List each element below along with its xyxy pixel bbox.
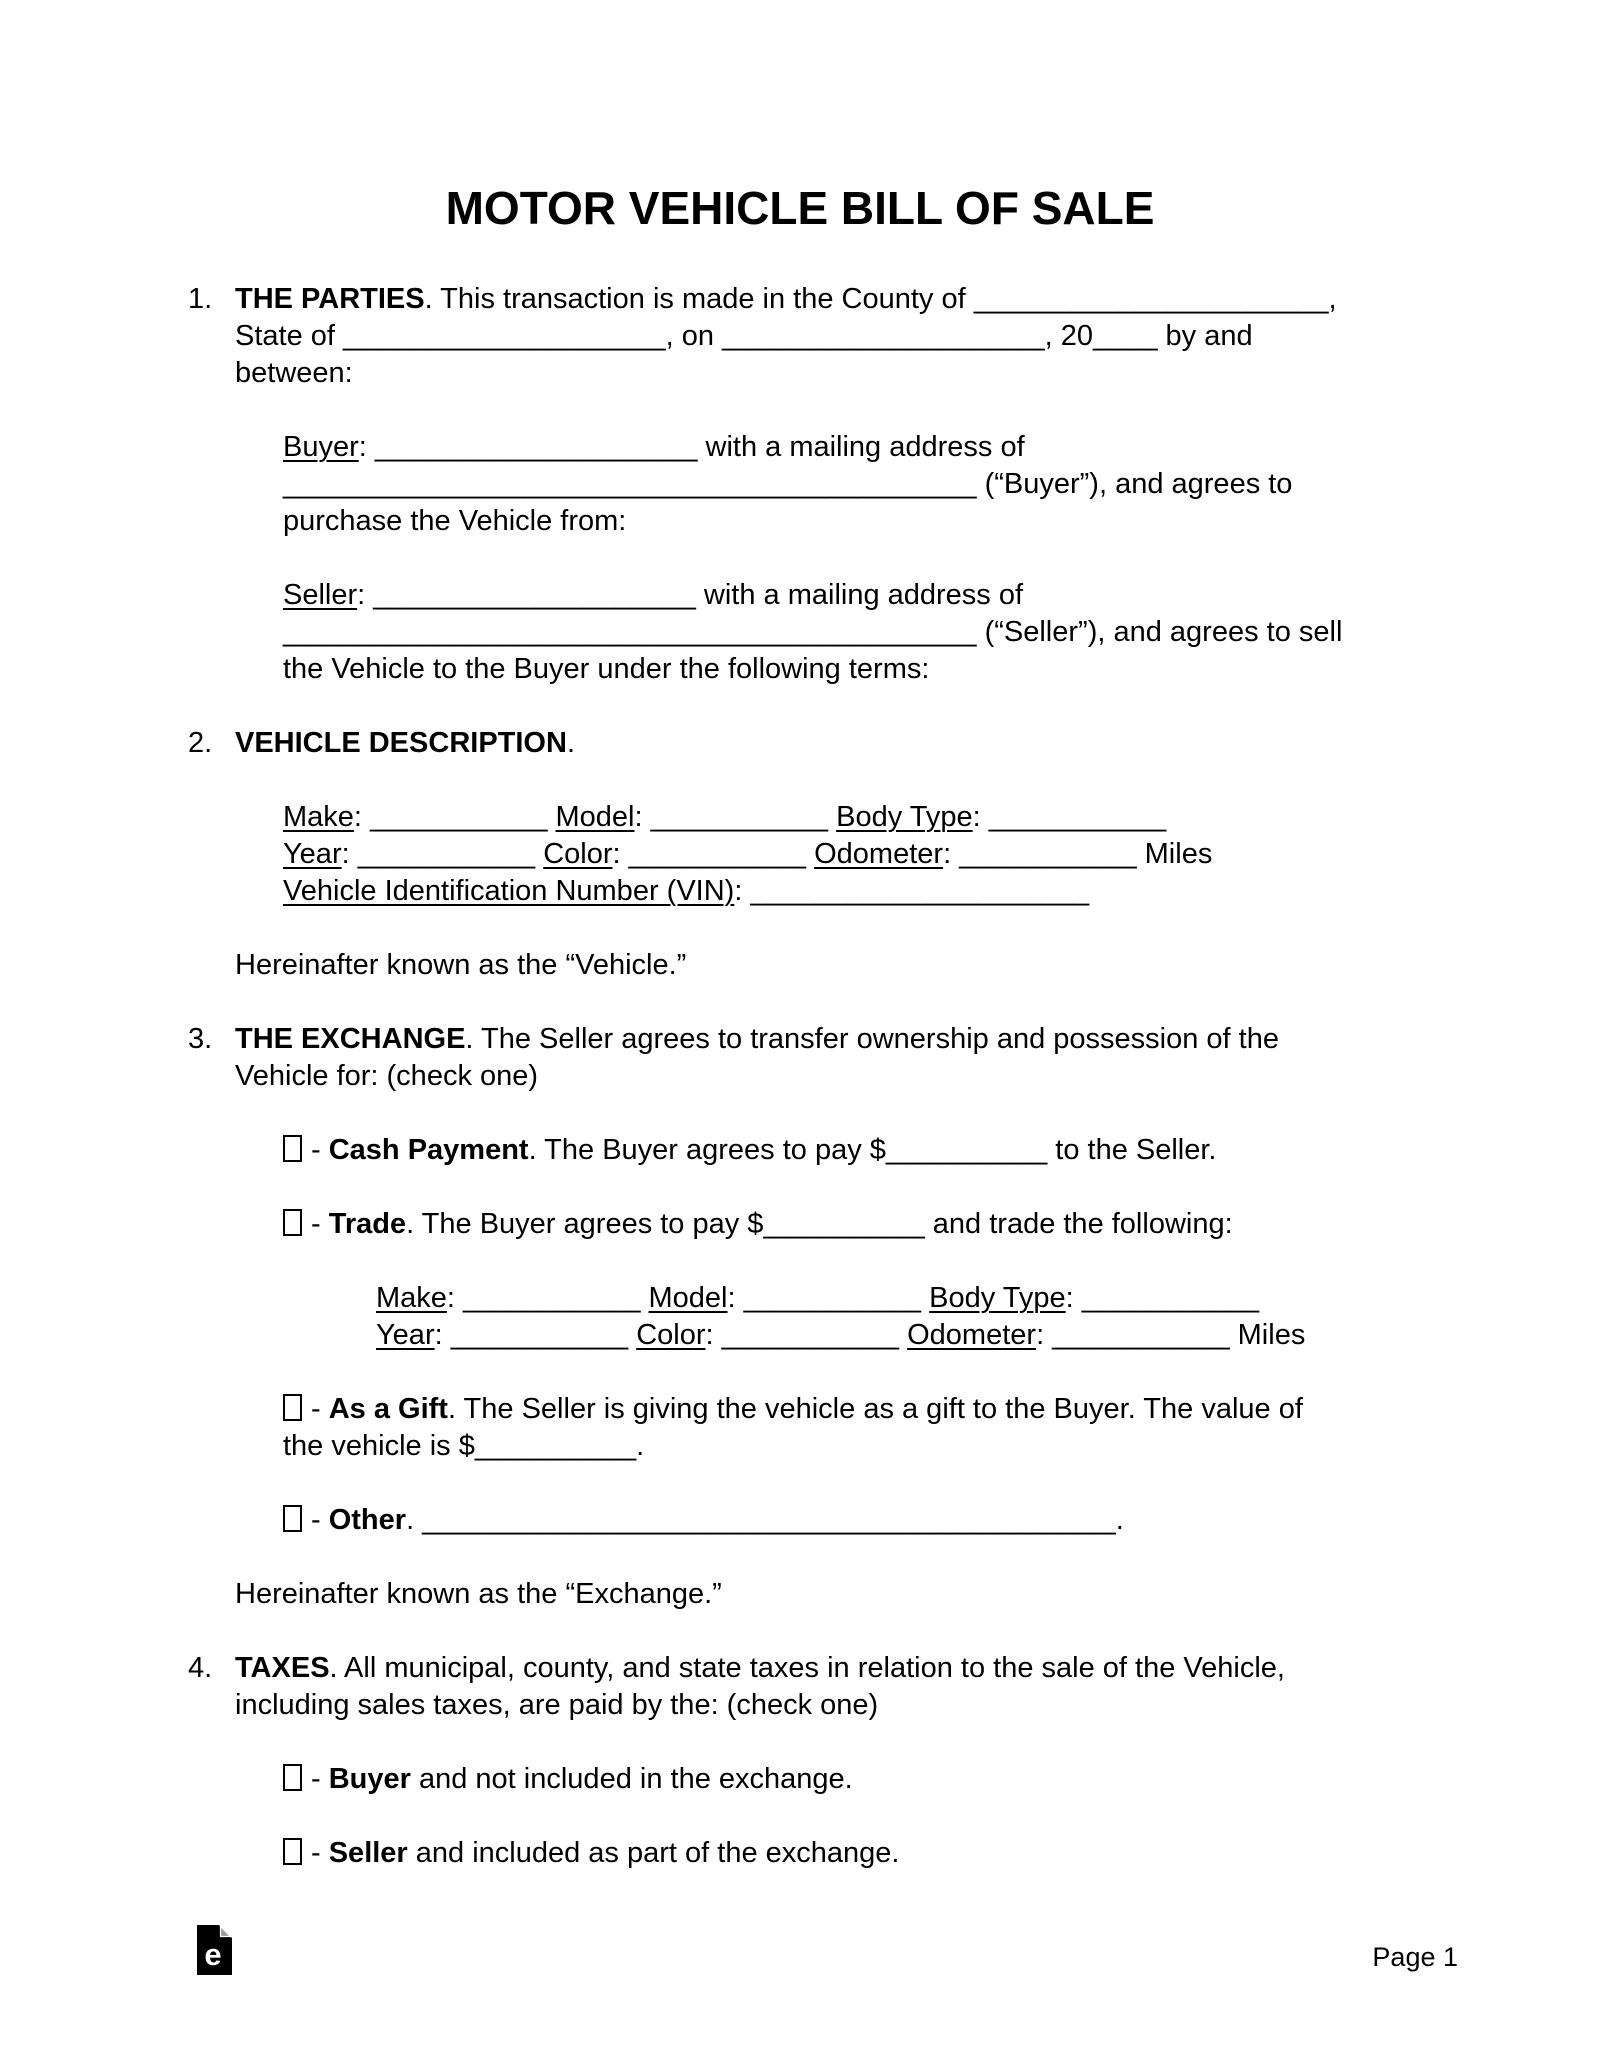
seller-line-1 <box>283 577 1412 614</box>
section-4-taxes <box>188 1650 1412 1724</box>
option-cash-payment <box>283 1132 1412 1169</box>
section-3-number: 3. <box>188 1023 213 1055</box>
trade-color-label: Color <box>636 1319 706 1351</box>
section-1-line-3 <box>235 355 1412 392</box>
option-gift-line-2 <box>283 1428 1412 1465</box>
exchange-note <box>188 1576 1412 1613</box>
field-color-label: Color <box>543 838 613 870</box>
buyer-line-1 <box>283 429 1412 466</box>
trade-body-type-blank: : ___________ <box>1065 1282 1260 1314</box>
trade-model-blank: : ___________ <box>727 1282 930 1314</box>
checkbox-cash-payment[interactable] <box>283 1135 302 1162</box>
field-vin-blank: : _____________________ <box>734 875 1090 907</box>
trade-vehicle-fields <box>376 1280 1412 1354</box>
exchange-note-text: Hereinafter known as the “Exchange.” <box>235 1578 722 1610</box>
field-vin-label: Vehicle Identification Number (VIN) <box>283 875 735 907</box>
section-1-line-2 <box>235 318 1412 355</box>
buyer-name-blank-text: : ____________________ with a mailing address of <box>358 431 1025 463</box>
taxes-seller-dash: - <box>311 1837 329 1869</box>
vehicle-fields-line-1 <box>283 799 1412 836</box>
document-title: MOTOR VEHICLE BILL OF SALE <box>445 182 1155 234</box>
section-4-line-2 <box>235 1687 1412 1724</box>
field-body-type-blank: : ___________ <box>972 801 1167 833</box>
section-3-check-one-text: Vehicle for: (check one) <box>235 1060 539 1092</box>
field-make-blank: : ___________ <box>353 801 556 833</box>
field-year-label: Year <box>283 838 342 870</box>
taxes-seller-label: Seller <box>328 1837 408 1869</box>
section-3-line-1 <box>235 1021 1412 1058</box>
trade-model-label: Model <box>648 1282 728 1314</box>
taxes-buyer-dash: - <box>311 1763 329 1795</box>
section-1-number: 1. <box>188 283 213 315</box>
checkbox-other[interactable] <box>283 1505 302 1532</box>
seller-paragraph <box>283 577 1412 688</box>
section-4-heading: TAXES <box>235 1652 330 1684</box>
gift-dash: - <box>311 1393 329 1425</box>
section-4-number: 4. <box>188 1652 213 1684</box>
page-number: Page 1 <box>1372 1942 1458 1972</box>
eforms-logo <box>197 1925 232 1975</box>
section-3-text: . The Seller agrees to transfer ownership and possession of the <box>465 1023 1279 1055</box>
vehicle-fields <box>283 799 1412 910</box>
seller-name-blank-text: : ____________________ with a mailing address of <box>357 579 1024 611</box>
buyer-line-3 <box>283 503 1412 540</box>
county-blank-text: . This transaction is made in the County of ______________________, <box>424 283 1337 315</box>
field-odometer-blank: : ___________ Miles <box>943 838 1213 870</box>
option-taxes-seller <box>283 1835 1412 1872</box>
field-body-type-label: Body Type <box>836 801 973 833</box>
trade-make-label: Make <box>376 1282 447 1314</box>
trade-label: Trade <box>328 1208 407 1240</box>
buyer-paragraph <box>283 429 1412 540</box>
seller-line-2 <box>283 614 1412 651</box>
cash-payment-label: Cash Payment <box>328 1134 529 1166</box>
state-date-blank-text: State of ____________________, on ____________________, 20____ by and <box>235 320 1253 352</box>
option-taxes-buyer <box>283 1761 1412 1798</box>
vehicle-fields-line-2 <box>283 836 1412 873</box>
buyer-purchase-text: purchase the Vehicle from: <box>283 505 627 537</box>
seller-label: Seller <box>283 579 358 611</box>
vehicle-note-line <box>235 947 1412 984</box>
document-page-icon <box>197 1925 232 1975</box>
other-blank-text: . ___________________________________________. <box>406 1504 1124 1536</box>
field-model-label: Model <box>555 801 635 833</box>
trade-odometer-label: Odometer <box>907 1319 1037 1351</box>
section-3-heading: THE EXCHANGE <box>235 1023 466 1055</box>
option-trade-line <box>283 1206 1412 1243</box>
checkbox-as-a-gift[interactable] <box>283 1394 302 1421</box>
option-taxes-buyer-line <box>283 1761 1412 1798</box>
trade-odometer-blank: : ___________ Miles <box>1036 1319 1306 1351</box>
option-trade <box>283 1206 1412 1243</box>
seller-address-blank-text: ___________________________________________ (“Seller”), and agrees to sell <box>283 616 1343 648</box>
field-model-blank: : ___________ <box>634 801 837 833</box>
trade-year-label: Year <box>376 1319 435 1351</box>
taxes-buyer-text: and not included in the exchange. <box>410 1763 853 1795</box>
seller-line-3 <box>283 651 1412 688</box>
taxes-seller-text: and included as part of the exchange. <box>407 1837 900 1869</box>
trade-text: . The Buyer agrees to pay $__________ and trade the following: <box>406 1208 1233 1240</box>
buyer-label: Buyer <box>283 431 359 463</box>
trade-year-blank: : ___________ <box>434 1319 637 1351</box>
between-text: between: <box>235 357 353 389</box>
gift-text: . The Seller is giving the vehicle as a gift to the Buyer. The value of <box>447 1393 1303 1425</box>
field-year-blank: : ___________ <box>341 838 544 870</box>
trade-color-blank: : ___________ <box>705 1319 908 1351</box>
section-4-text: . All municipal, county, and state taxes in relation to the sale of the Vehicle, <box>329 1652 1285 1684</box>
section-2-heading-line <box>235 725 1412 762</box>
checkbox-trade[interactable] <box>283 1209 302 1236</box>
logo-letter: e <box>204 1937 222 1972</box>
option-other-line <box>283 1502 1412 1539</box>
vehicle-note-text: Hereinafter known as the “Vehicle.” <box>235 949 687 981</box>
option-taxes-seller-line <box>283 1835 1412 1872</box>
section-1-parties <box>188 281 1412 392</box>
gift-label: As a Gift <box>328 1393 448 1425</box>
section-4-check-one-text: including sales taxes, are paid by the: (check one) <box>235 1689 879 1721</box>
section-2-heading: VEHICLE DESCRIPTION <box>235 727 567 759</box>
trade-body-type-label: Body Type <box>929 1282 1066 1314</box>
cash-payment-text: . The Buyer agrees to pay $__________ to the Seller. <box>528 1134 1217 1166</box>
option-as-a-gift <box>283 1391 1412 1465</box>
cash-dash: - <box>311 1134 329 1166</box>
section-3-the-exchange <box>188 1021 1412 1095</box>
trade-fields-line-2 <box>376 1317 1412 1354</box>
section-3-line-2 <box>235 1058 1412 1095</box>
option-cash-payment-line <box>283 1132 1412 1169</box>
section-1-heading: THE PARTIES <box>235 283 425 315</box>
section-2-period: . <box>566 727 575 759</box>
option-gift-line-1 <box>283 1391 1412 1428</box>
trade-make-blank: : ___________ <box>446 1282 649 1314</box>
trade-dash: - <box>311 1208 329 1240</box>
trade-fields-line-1 <box>376 1280 1412 1317</box>
taxes-buyer-label: Buyer <box>328 1763 411 1795</box>
other-dash: - <box>311 1504 329 1536</box>
section-4-line-1 <box>235 1650 1412 1687</box>
gift-value-blank-text: the vehicle is $__________. <box>283 1430 645 1462</box>
checkbox-taxes-buyer[interactable] <box>283 1764 302 1791</box>
field-odometer-label: Odometer <box>814 838 944 870</box>
checkbox-taxes-seller[interactable] <box>283 1838 302 1865</box>
option-other <box>283 1502 1412 1539</box>
vehicle-note <box>188 947 1412 984</box>
section-2-number: 2. <box>188 727 213 759</box>
field-color-blank: : ___________ <box>612 838 815 870</box>
section-1-line-1 <box>235 281 1412 318</box>
exchange-note-line <box>235 1576 1412 1613</box>
field-make-label: Make <box>283 801 354 833</box>
seller-terms-text: the Vehicle to the Buyer under the following terms: <box>283 653 930 685</box>
buyer-address-blank-text: ___________________________________________ (“Buyer”), and agrees to <box>283 468 1293 500</box>
vehicle-fields-line-3 <box>283 873 1412 910</box>
other-label: Other <box>328 1504 407 1536</box>
section-2-vehicle-description <box>188 725 1412 762</box>
buyer-line-2 <box>283 466 1412 503</box>
